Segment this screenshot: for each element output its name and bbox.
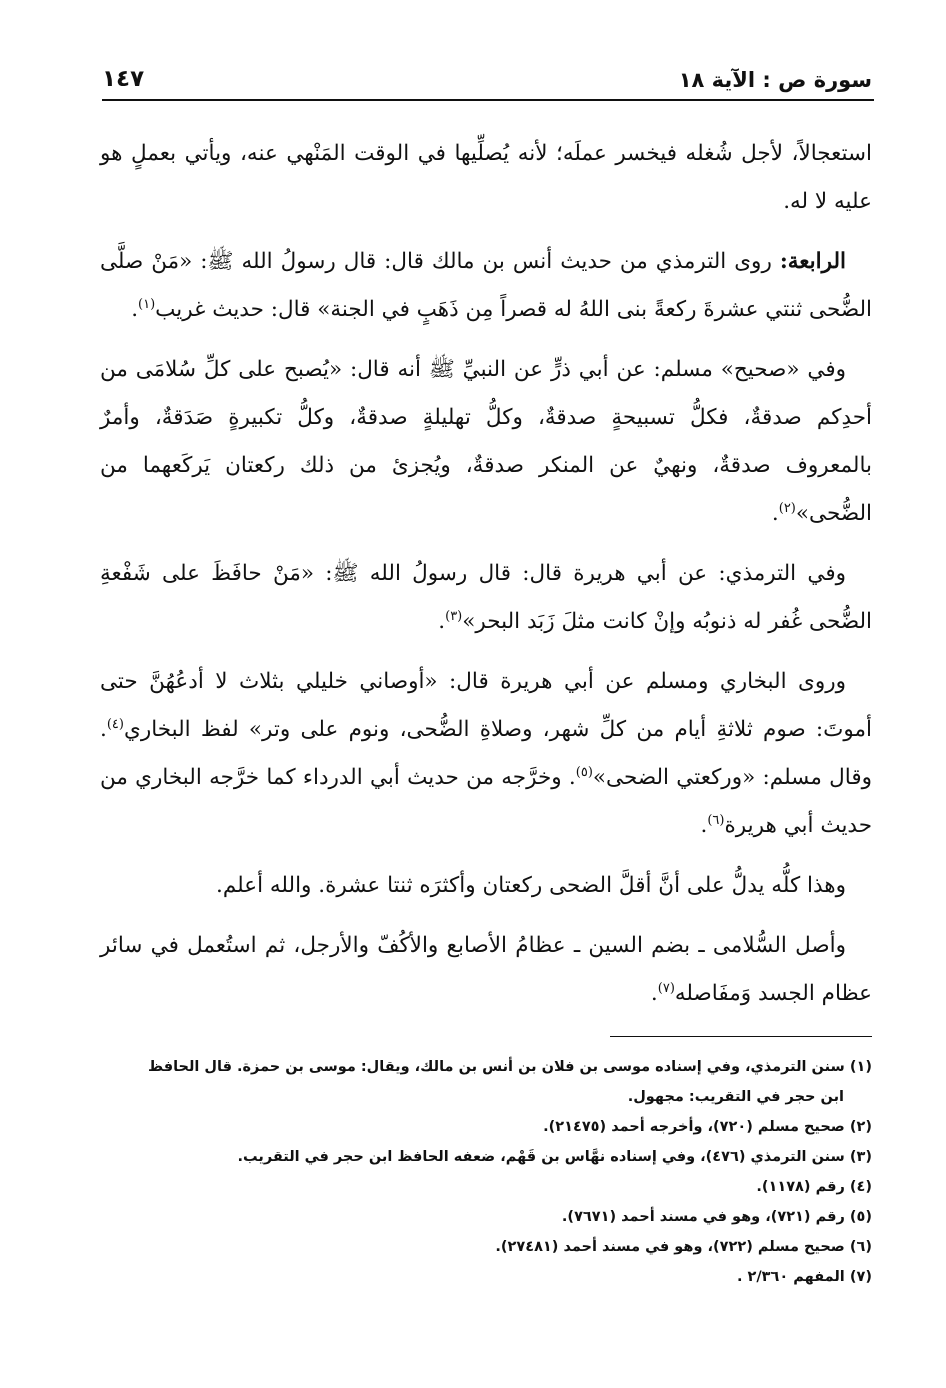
footnote-ref-1[interactable]: (١) bbox=[138, 296, 156, 312]
footnote-number: (٢) bbox=[849, 1119, 872, 1135]
page-number: ١٤٧ bbox=[102, 66, 145, 92]
footnote-number: (٤) bbox=[849, 1179, 872, 1195]
footnote-5: (٥) رقم (٧٢١)، وهو في مسند أحمد (٧٦٧١). bbox=[561, 1209, 872, 1225]
footnote-4: (٤) رقم (١١٧٨). bbox=[756, 1179, 872, 1195]
footnote-ref-2[interactable]: (٢) bbox=[778, 500, 796, 516]
footnote-number: (١) bbox=[849, 1059, 872, 1075]
footnote-number: (٥) bbox=[849, 1209, 872, 1225]
footnotes bbox=[100, 1052, 872, 1292]
footnote-3: (٣) سنن الترمذي (٤٧٦)، وفي إسناده نهَّاس بن قَهْم، ضعفه الحافظ ابن حجر في التقريب. bbox=[237, 1149, 872, 1165]
footnote-number: (٦) bbox=[849, 1239, 872, 1255]
paragraph-1: استعجالاً، لأجل شُغله فيخسر عملَه؛ لأنه يُصلِّيها في الوقت المَنْهي عنه، ويأتي بعملٍ هو عليه لا له. bbox=[100, 141, 872, 214]
footnote-2: (٢) صحيح مسلم (٧٢٠)، وأخرجه أحمد (٢١٤٧٥). bbox=[543, 1119, 872, 1135]
page-header bbox=[102, 64, 872, 100]
main-text bbox=[100, 130, 872, 1030]
footnote-ref-5[interactable]: (٥) bbox=[575, 764, 593, 780]
footnote-divider bbox=[610, 1036, 872, 1037]
footnote-ref-7[interactable]: (٧) bbox=[657, 980, 675, 996]
paragraph-6: وهذا كلُّه يدلُّ على أنَّ أقلَّ الضحى ركعتان وأكثرَه ثنتا عشرة. والله أعلم. bbox=[215, 873, 846, 898]
footnote-1: (١) سنن الترمذي، وفي إسناده موسى بن فلان بن أنس بن مالك، ويقال: موسى بن حمزة. قال الحافظ ابن حجر في التقريب: مجهول. bbox=[148, 1059, 872, 1105]
footnote-ref-6[interactable]: (٦) bbox=[707, 812, 725, 828]
header-divider bbox=[102, 99, 874, 101]
paragraph-2-lead: الرابعة: bbox=[779, 249, 846, 274]
footnote-7: (٧) المفهم ٢/٣٦٠ . bbox=[736, 1269, 872, 1285]
footnote-number: (٧) bbox=[849, 1269, 872, 1285]
paragraph-5: وروى البخاري ومسلم عن أبي هريرة قال: «أوصاني خليلي بثلاث لا أدعُهُنَّ حتى أموتَ: صوم ثلاثةِ أيام من كلِّ شهر، وصلاةِ الضُّحى، ونوم على وتر» لفظ البخاري$^{(٤)}$. وقال مسلم: «وركعتي الضحى»$^{(٥)}$. وخرَّجه من حديث أبي الدرداء كما خرَّجه البخاري من حديث أبي هريرة$^{(٦)}$. bbox=[100, 669, 872, 838]
footnote-ref-4[interactable]: (٤) bbox=[106, 716, 124, 732]
paragraph-2: الرابعة: روى الترمذي من حديث أنس بن مالك قال: قال رسولُ الله ﷺ: «مَنْ صلَّى الضُّحى ثنتي عشرةَ ركعةً بنى اللهُ له قصراً مِن ذَهَبٍ في الجنة» قال: حديث غريب$^{(١)}$. bbox=[100, 249, 872, 322]
footnote-number: (٣) bbox=[849, 1149, 872, 1165]
paragraph-7: وأصل السُّلامى ـ بضم السين ـ عظامُ الأصابع والأكُفّ والأرجل، ثم استُعمل في سائر عظام الجسد وَمفَاصله$^{(٧)}$. bbox=[100, 933, 872, 1006]
footnote-6: (٦) صحيح مسلم (٧٢٢)، وهو في مسند أحمد (٢٧٤٨١). bbox=[495, 1239, 872, 1255]
paragraph-4: وفي الترمذي: عن أبي هريرة قال: قال رسولُ الله ﷺ: «مَنْ حافَظَ على شَفْعةِ الضُّحى غُفر له ذنوبُه وإنْ كانت مثلَ زَبَد البحر»$^{(٣)}$. bbox=[100, 561, 872, 634]
footnote-ref-3[interactable]: (٣) bbox=[445, 608, 463, 624]
running-title: سورة ص : الآية ١٨ bbox=[678, 68, 872, 92]
paragraph-3: وفي «صحيح» مسلم: عن أبي ذرٍّ عن النبيِّ ﷺ أنه قال: «يُصبح على كلِّ سُلامَى من أحدِكم صدقةٌ، فكلُّ تسبيحةٍ صدقةٌ، وكلُّ تهليلةٍ صدقةٌ، وكلُّ تكبيرةٍ صَدَقةٌ، وأمرٌ بالمعروف صدقةٌ، ونهيٌ عن المنكر صدقةٌ، ويُجزئ من ذلك ركعتان يَركَعهما من الضُّحى»$^{(٢)}$. bbox=[100, 357, 872, 526]
